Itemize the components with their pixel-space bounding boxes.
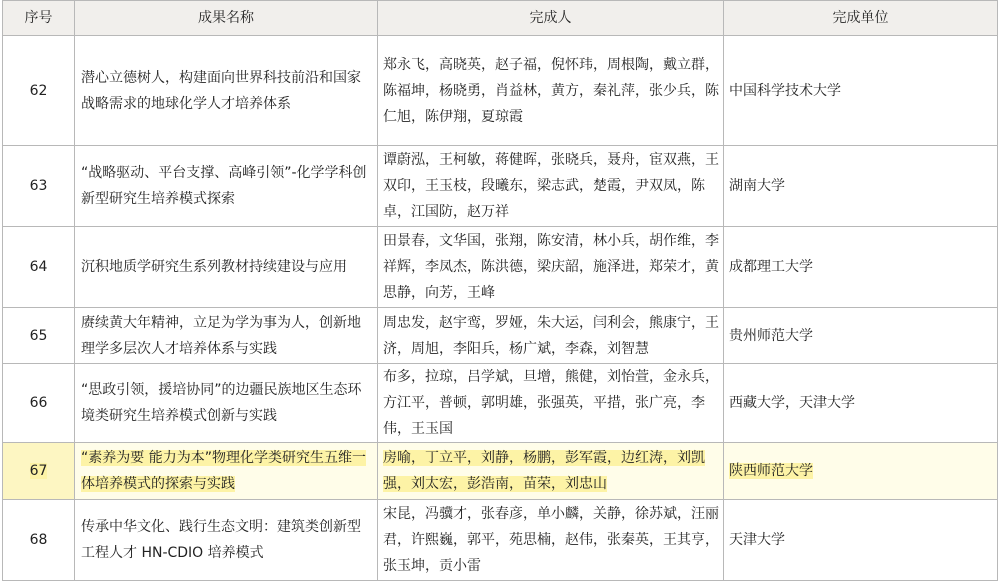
highlight-mark: 陕西师范大学	[729, 463, 813, 479]
row-name: 赓续黄大年精神，立足为学为事为人，创新地理学多层次人才培养体系与实践	[75, 308, 378, 364]
row-name: 传承中华文化、践行生态文明：建筑类创新型工程人才 HN-CDIO 培养模式	[75, 500, 378, 581]
row-name: “思政引领，援培协同”的边疆民族地区生态环境类研究生培养模式创新与实践	[75, 364, 378, 443]
row-unit: 西藏大学，天津大学	[724, 364, 998, 443]
table-header-row	[3, 1, 998, 36]
table-row	[3, 146, 998, 227]
header-unit: 完成单位	[724, 1, 998, 36]
row-unit: 中国科学技术大学	[724, 36, 998, 146]
row-unit: 贵州师范大学	[724, 308, 998, 364]
row-name: “战略驱动、平台支撑、高峰引领”-化学学科创新型研究生培养模式探索	[75, 146, 378, 227]
header-people: 完成人	[378, 1, 724, 36]
row-name: 沉积地质学研究生系列教材持续建设与应用	[75, 227, 378, 308]
row-people: 周忠发，赵宇鸾，罗娅，朱大运，闫利会，熊康宁，王济，周旭，李阳兵，杨广斌，李森，刘智慧	[378, 308, 724, 364]
table-row-highlighted	[3, 443, 998, 500]
highlight-mark: 67	[29, 463, 48, 479]
row-unit: 天津大学	[724, 500, 998, 581]
row-no: 63	[3, 146, 75, 227]
header-name: 成果名称	[75, 1, 378, 36]
row-no: 64	[3, 227, 75, 308]
row-people: 郑永飞，高晓英，赵子福，倪怀玮，周根陶，戴立群，陈福坤，杨晓勇，肖益林，黄方，秦礼萍，张少兵，陈仁旭，陈伊翔，夏琼霞	[378, 36, 724, 146]
table-row	[3, 308, 998, 364]
header-no: 序号	[3, 1, 75, 36]
row-people: 布多，拉琼，吕学斌，旦增，熊健，刘怡萱，金永兵，方江平，普顿，郭明雄，张强英，平措，张广亮，李伟，王玉国	[378, 364, 724, 443]
table-row	[3, 36, 998, 146]
row-people: 田景春，文华国，张翔，陈安清，林小兵，胡作维，李祥辉，李凤杰，陈洪德，梁庆韶，施泽进，郑荣才，黄思静，向芳，王峰	[378, 227, 724, 308]
table-row	[3, 500, 998, 581]
results-table	[2, 0, 998, 581]
table-row	[3, 364, 998, 443]
row-no: 66	[3, 364, 75, 443]
row-name	[75, 443, 378, 500]
row-unit: 湖南大学	[724, 146, 998, 227]
row-people: 宋昆，冯骥才，张春彦，单小麟，关静，徐苏斌，汪丽君，许熙巍，郭平，苑思楠，赵伟，张秦英，王其亨，张玉坤，贡小雷	[378, 500, 724, 581]
row-people: 谭蔚泓，王柯敏，蒋健晖，张晓兵，聂舟，宦双燕，王双印，王玉枝，段曦东，梁志武，楚霞，尹双凤，陈卓，江国防，赵万祥	[378, 146, 724, 227]
highlight-mark: “素养为要 能力为本”物理化学类研究生五维一体培养模式的探索与实践	[81, 450, 366, 492]
table-row	[3, 227, 998, 308]
highlight-mark: 房喻，丁立平，刘静，杨鹏，彭军霞，边红涛，刘凯强，刘太宏，彭浩南，苗荣，刘忠山	[383, 450, 705, 492]
row-no	[3, 443, 75, 500]
row-name: 潜心立德树人，构建面向世界科技前沿和国家战略需求的地球化学人才培养体系	[75, 36, 378, 146]
row-no: 62	[3, 36, 75, 146]
row-unit	[724, 443, 998, 500]
row-no: 65	[3, 308, 75, 364]
row-people	[378, 443, 724, 500]
row-unit: 成都理工大学	[724, 227, 998, 308]
row-no: 68	[3, 500, 75, 581]
